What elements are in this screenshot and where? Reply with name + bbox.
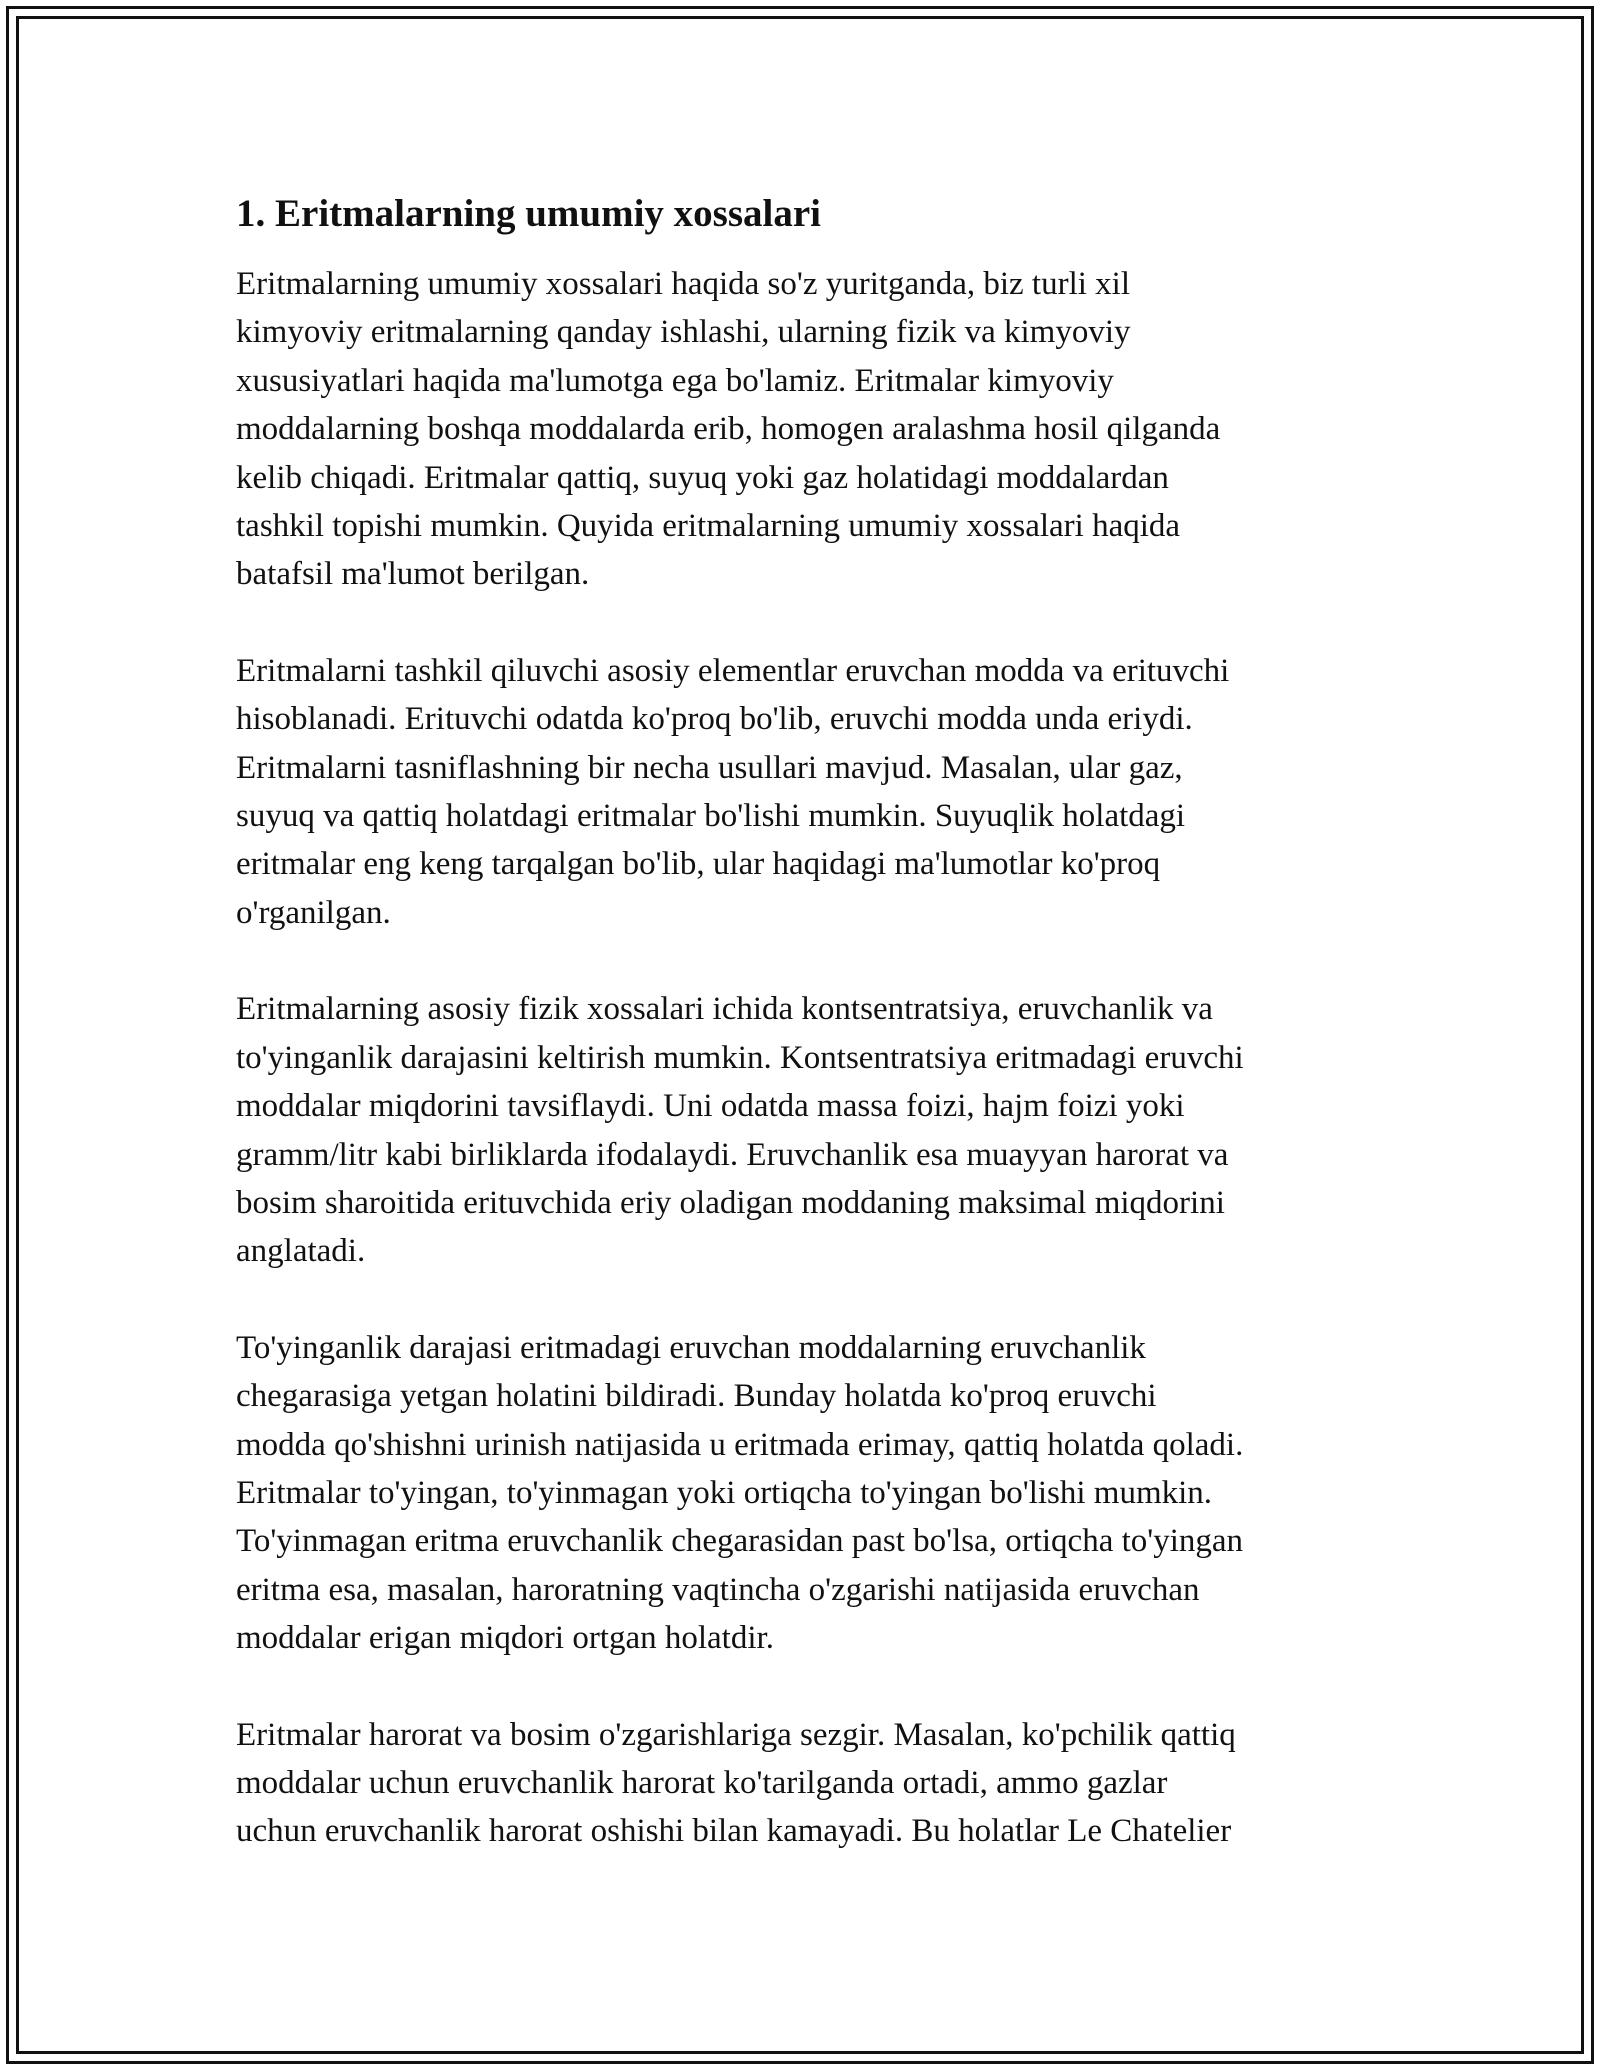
- paragraph-5: Eritmalar harorat va bosim o'zgarishlariga sezgir. Masalan, ko'pchilik qattiq moddalar uchun eruvchanlik harorat ko'tarilganda ortadi, ammo gazlar uchun eruvchanlik harorat oshishi bilan kamayadi. Bu holatlar Le Chatelier: [236, 1716, 1236, 1850]
- paragraph-3: Eritmalarning asosiy fizik xossalari ichida kontsentratsiya, eruvchanlik va to'yinganlik darajasini keltirish mumkin. Kontsentratsiya eritmadagi eruvchi moddalar miqdorini tavsiflaydi. Uni odatda massa foizi, hajm foizi yoki gramm/litr kabi birliklarda ifodalaydi. Eruvchanlik esa muayyan harorat va bosim sharoitida erituvchida eriy oladigan moddaning maksimal miqdorini anglatadi.: [236, 991, 1244, 1270]
- paragraph-4: To'yinganlik darajasi eritmadagi eruvchan moddalarning eruvchanlik chegarasiga yetgan holatini bildiradi. Bunday holatda ko'proq eruvchi modda qo'shishni urinish natijasida u eritmada erimay, qattiq holatda qoladi. Eritmalar to'yingan, to'yinmagan yoki ortiqcha to'yingan bo'lishi mumkin. To'yinmagan eritma eruvchanlik chegarasidan past bo'lsa, ortiqcha to'yingan eritma esa, masalan, haroratning vaqtincha o'zgarishi natijasida eruvchan moddalar erigan miqdori ortgan holatdir.: [236, 1329, 1244, 1657]
- document-body: [236, 188, 1368, 1904]
- paragraph-2: Eritmalarni tashkil qiluvchi asosiy elementlar eruvchan modda va erituvchi hisoblanadi. Erituvchi odatda ko'proq bo'lib, eruvchi modda unda eriydi. Eritmalarni tasniflashning bir necha usullari mavjud. Masalan, ular gaz, suyuq va qattiq holatdagi eritmalar bo'lishi mumkin. Suyuqlik holatdagi eritmalar eng keng tarqalgan bo'lib, ular haqidagi ma'lumotlar ko'proq o'rganilgan.: [236, 652, 1230, 931]
- paragraph-1: Eritmalarning umumiy xossalari haqida so'z yuritganda, biz turli xil kimyoviy eritmalarning qanday ishlashi, ularning fizik va kimyoviy xususiyatlari haqida ma'lumotga ega bo'lamiz. Eritmalar kimyoviy moddalarning boshqa moddalarda erib, homogen aralashma hosil qilganda kelib chiqadi. Eritmalar qattiq, suyuq yoki gaz holatidagi moddalardan tashkil topishi mumkin. Quyida eritmalarning umumiy xossalari haqida batafsil ma'lumot berilgan.: [236, 266, 1221, 593]
- section-heading: 1. Eritmalarning umumiy xossalari: [236, 192, 822, 235]
